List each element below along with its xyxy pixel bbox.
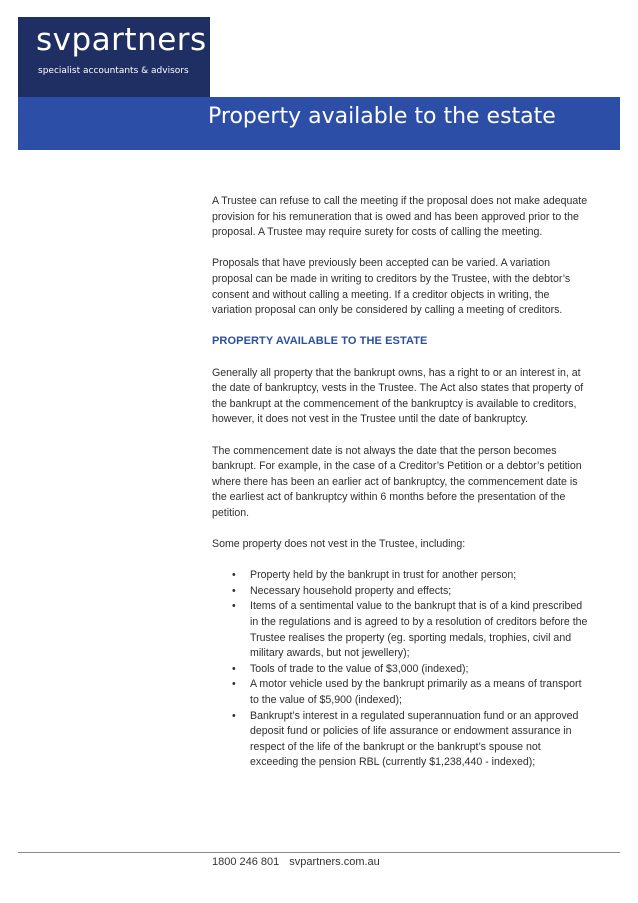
list-item [212,599,588,661]
bullet-icon: • [232,569,236,582]
footer-divider [18,852,620,853]
list-item-text: Items of a sentimental value to the bankrupt that is of a kind prescribed in the regulations and is agreed to by a resolution of creditors before the Trustee realises the property (eg. sporting medals, trophies, civil and military awards, but not jewellery); [250,600,588,660]
paragraph-surety: A Trustee can refuse to call the meeting if the proposal does not make adequate provision for his remuneration that is owed and has been approved prior to the proposal. A Trustee may require surety for costs of calling the meeting. [212,195,588,239]
list-item-text: Tools of trade to the value of $3,000 (indexed); [250,662,469,675]
list-item [212,677,588,708]
list-item-text: Bankrupt’s interest in a regulated superannuation fund or an approved deposit fund or policies of life assurance or endowment assurance in respect of the life of the bankrupt or the bankrupt’s spouse not exceeding the pension RBL (currently $1,238,440 - indexed); [250,709,579,769]
exclusions-list [212,568,588,771]
section-heading: PROPERTY AVAILABLE TO THE ESTATE [212,335,428,348]
paragraph-variation: Proposals that have previously been accepted can be varied. A variation proposal can be made in writing to creditors by the Trustee, with the debtor’s consent and without calling a meeting. If a creditor objects in writing, the variation proposal can only be considered by calling a meeting of creditors. [212,257,571,317]
bullet-icon: • [232,709,236,722]
list-item-text: A motor vehicle used by the bankrupt primarily as a means of transport to the value of $5,900 (indexed); [250,678,582,706]
list-item [212,584,588,600]
brand-name: svpartners [36,22,207,58]
page-title: Property available to the estate [208,104,556,129]
list-item-text: Necessary household property and effects; [250,584,452,597]
document-body [212,194,588,771]
paragraph-exclusions-intro: Some property does not vest in the Trustee, including: [212,538,466,551]
footer-website: svpartners.com.au [289,856,380,868]
paragraph-vesting: Generally all property that the bankrupt owns, has a right to or an interest in, at the date of bankruptcy, vests in the Trustee. The Act also states that property of the bankrupt at the commencement of the bankruptcy is available to creditors, however, it does not vest in the Trustee until the date of bankruptcy. [212,366,584,426]
list-item-text: Property held by the bankrupt in trust for another person; [250,569,517,582]
bullet-icon: • [232,600,236,613]
paragraph-commencement: The commencement date is not always the date that the person becomes bankrupt. For example, in the case of a Creditor’s Petition or a debtor’s petition where there has been an earlier act of bankruptcy, the commencement date is the earliest act of bankruptcy within 6 months before the presentation of the petition. [212,444,582,519]
bullet-icon: • [232,584,236,597]
footer [212,856,380,868]
list-item [212,568,588,584]
list-item [212,662,588,678]
bullet-icon: • [232,678,236,691]
footer-phone: 1800 246 801 [212,856,280,868]
list-item [212,709,588,771]
brand-tagline: specialist accountants & advisors [38,66,189,76]
bullet-icon: • [232,662,236,675]
